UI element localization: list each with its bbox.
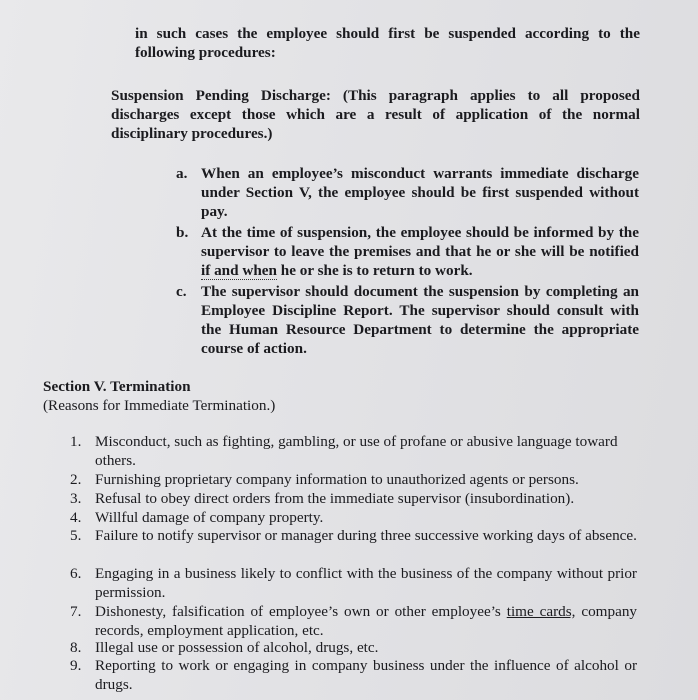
list-item-3-text: Refusal to obey direct orders from the immediate supervisor (insubordination).	[95, 490, 575, 507]
list-item-4-text: Willful damage of company property.	[95, 509, 324, 526]
list-item-2-number: 2.	[70, 471, 82, 488]
list-item-8-text: Illegal use or possession of alcohol, drugs, etc.	[95, 639, 379, 656]
sub-item-b-marked-phrase: if and when	[201, 262, 277, 279]
sub-item-b-text-post: he or she is to return to work.	[276, 262, 473, 279]
list-item-7-underlined-phrase: time cards,	[506, 603, 576, 620]
list-item-4-number: 4.	[70, 509, 82, 526]
list-item-1-number: 1.	[70, 433, 82, 450]
list-item-2-text: Furnishing proprietary company information to unauthorized agents or persons.	[95, 471, 579, 488]
list-item-3-number: 3.	[70, 490, 82, 507]
sub-item-a-marker: a.	[176, 165, 188, 182]
list-item-6-text: Engaging in a business likely to conflict with the business of the company without prior permission.	[95, 565, 637, 601]
list-item-5-number: 5.	[70, 527, 82, 544]
list-item-7-text	[95, 602, 637, 640]
sub-item-a-text: When an employee’s misconduct warrants immediate discharge under Section V, the employee should be first suspended without pay.	[201, 165, 639, 220]
list-item-7-number: 7.	[70, 603, 82, 620]
list-item-1-text: Misconduct, such as fighting, gambling, or use of profane or abusive language toward others.	[95, 433, 618, 469]
sub-item-b-marker: b.	[176, 224, 189, 241]
list-item-7-text-pre: Dishonesty, falsification of employee’s own or other employee’s	[95, 603, 507, 620]
sub-item-b-text-pre: At the time of suspension, the employee should be informed by the supervisor to leave the premises and that he or she will be notified	[201, 224, 639, 260]
list-item-8-number: 8.	[70, 639, 82, 656]
list-item-7-text-post: company records, employment application, etc.	[95, 603, 638, 639]
list-item-9-text: Reporting to work or engaging in company business under the influence of alcohol or drugs.	[95, 657, 637, 693]
section-subheading: (Reasons for Immediate Termination.)	[43, 397, 276, 414]
sub-item-b-text	[201, 223, 639, 280]
section-heading: Section V. Termination	[43, 378, 191, 395]
sub-item-c-text: The supervisor should document the suspension by completing an Employee Discipline Report. The supervisor should consult with the Human Resource Department to determine the appropriate course of action.	[201, 283, 639, 357]
list-item-9-number: 9.	[70, 657, 82, 674]
intro-paragraph: in such cases the employee should first be suspended according to the following procedures:	[135, 25, 640, 61]
list-item-5-text: Failure to notify supervisor or manager during three successive working days of absence.	[95, 527, 637, 544]
sub-item-c-marker: c.	[176, 283, 187, 300]
list-item-6-number: 6.	[70, 565, 82, 582]
suspension-paragraph: Suspension Pending Discharge: (This paragraph applies to all proposed discharges except those which are a result of application of the normal disciplinary procedures.)	[111, 87, 640, 142]
